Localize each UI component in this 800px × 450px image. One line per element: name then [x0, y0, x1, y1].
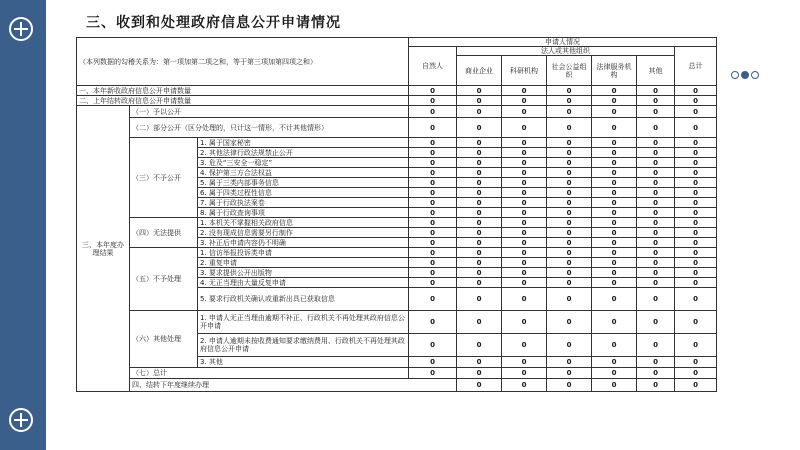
cell-value: 0	[457, 268, 502, 278]
cell-value: 0	[637, 368, 675, 379]
cell-value: 0	[675, 311, 717, 334]
page-title: 三、收到和处理政府信息公开申请情况	[86, 15, 341, 31]
cell-value: 0	[409, 357, 457, 368]
cell-value: 0	[592, 278, 637, 288]
cell-value: 0	[409, 188, 457, 198]
cell-value: 0	[547, 208, 592, 218]
cell-value: 0	[675, 228, 717, 238]
sidebar	[0, 0, 46, 450]
cell-value: 0	[409, 198, 457, 208]
cell-value: 0	[675, 334, 717, 357]
cell-value: 0	[502, 268, 547, 278]
dot-icon	[741, 71, 749, 79]
cell-value: 0	[592, 218, 637, 228]
cell-value: 0	[502, 208, 547, 218]
row-label: 一、本年新收政府信息公开申请数量	[77, 86, 409, 96]
cell-value: 0	[637, 96, 675, 106]
cell-value: 0	[502, 178, 547, 188]
cell-value: 0	[502, 118, 547, 138]
cell-value: 0	[637, 178, 675, 188]
cell-value: 0	[637, 198, 675, 208]
cell-value: 0	[547, 278, 592, 288]
cell-value: 0	[502, 86, 547, 96]
dot-icon	[731, 71, 739, 79]
cell-value: 0	[637, 218, 675, 228]
cell-value: 0	[675, 368, 717, 379]
cell-value: 0	[675, 218, 717, 228]
cell-value: 0	[409, 208, 457, 218]
cell-value: 0	[675, 357, 717, 368]
cell-value: 0	[675, 268, 717, 278]
cell-value: 0	[457, 118, 502, 138]
row-label: 8. 属于行政查询事项	[198, 208, 409, 218]
header-applicant: 申请人情况	[409, 38, 717, 47]
cell-value: 0	[502, 168, 547, 178]
cell-value: 0	[637, 106, 675, 118]
cell-value: 0	[457, 138, 502, 148]
cell-value: 0	[457, 368, 502, 379]
cell-value: 0	[502, 278, 547, 288]
pagination-dots	[731, 71, 761, 79]
cell-value: 0	[502, 148, 547, 158]
cell-value: 0	[592, 368, 637, 379]
cell-value: 0	[457, 198, 502, 208]
cell-value: 0	[547, 238, 592, 248]
header-legal: 法人或其他组织	[457, 47, 675, 56]
cell-value: 0	[502, 228, 547, 238]
row-label: 四、结转下年度继续办理	[130, 379, 457, 392]
cell-value: 0	[457, 228, 502, 238]
header-note: （本列数据的勾稽关系为：第一项加第二项之和，等于第三项加第四项之和）	[77, 38, 409, 86]
cell-value: 0	[409, 148, 457, 158]
cell-value: 0	[502, 238, 547, 248]
cell-value: 0	[637, 228, 675, 238]
cell-value: 0	[675, 198, 717, 208]
header-research: 科研机构	[502, 56, 547, 86]
row-label: 二、上年结转政府信息公开申请数量	[77, 96, 409, 106]
cell-value: 0	[675, 148, 717, 158]
cell-value: 0	[457, 178, 502, 188]
cell-value: 0	[675, 86, 717, 96]
cell-value: 0	[675, 188, 717, 198]
report-table	[76, 37, 717, 392]
cell-value: 0	[637, 311, 675, 334]
cell-value: 0	[675, 168, 717, 178]
cell-value: 0	[409, 228, 457, 238]
cell-value: 0	[547, 268, 592, 278]
cell-value: 0	[637, 357, 675, 368]
cell-value: 0	[637, 248, 675, 258]
cell-value: 0	[592, 168, 637, 178]
row-label: 1. 信访举报投诉类申请	[198, 248, 409, 258]
cell-value: 0	[675, 178, 717, 188]
cell-value: 0	[502, 218, 547, 228]
header-total: 总计	[675, 47, 717, 86]
cell-value: 0	[547, 86, 592, 96]
cell-value: 0	[502, 106, 547, 118]
row-label: 5. 要求行政机关确认或重新出具已获取信息	[198, 288, 409, 311]
cell-value: 0	[675, 288, 717, 311]
cell-value: 0	[637, 158, 675, 168]
cell-value: 0	[547, 106, 592, 118]
cell-value: 0	[637, 288, 675, 311]
cell-value: 0	[409, 288, 457, 311]
cell-value: 0	[547, 311, 592, 334]
cell-value: 0	[592, 86, 637, 96]
cell-value: 0	[502, 311, 547, 334]
cell-value: 0	[675, 158, 717, 168]
row-label: 2. 申请人逾期未按收费通知要求缴纳费用、行政机关不再处理其政府信息公开申请	[198, 334, 409, 357]
row-label: 4. 保护第三方合法权益	[198, 168, 409, 178]
row-label: （一）予以公开	[130, 106, 409, 118]
cell-value: 0	[502, 334, 547, 357]
cell-value: 0	[675, 379, 717, 392]
cell-value: 0	[457, 278, 502, 288]
cell-value: 0	[457, 334, 502, 357]
cell-value: 0	[409, 168, 457, 178]
cell-value: 0	[457, 158, 502, 168]
cell-value: 0	[409, 368, 457, 379]
cell-value: 0	[547, 96, 592, 106]
cell-value: 0	[637, 379, 675, 392]
cell-value: 0	[409, 118, 457, 138]
cell-value: 0	[409, 311, 457, 334]
cell-value: 0	[675, 278, 717, 288]
row-label: 5. 属于三类内部事务信息	[198, 178, 409, 188]
cell-value: 0	[637, 168, 675, 178]
cell-value: 0	[457, 311, 502, 334]
cell-value: 0	[547, 198, 592, 208]
cell-value: 0	[502, 368, 547, 379]
cell-value: 0	[502, 248, 547, 258]
cell-value: 0	[457, 96, 502, 106]
cell-value: 0	[592, 258, 637, 268]
cell-value: 0	[547, 228, 592, 238]
cell-value: 0	[457, 208, 502, 218]
cell-value: 0	[675, 238, 717, 248]
cell-value: 0	[409, 278, 457, 288]
header-natural: 自然人	[409, 47, 457, 86]
cell-value: 0	[547, 158, 592, 168]
cell-value: 0	[547, 357, 592, 368]
row-label: 7. 属于行政执法案卷	[198, 198, 409, 208]
cell-value: 0	[409, 238, 457, 248]
cell-value: 0	[637, 268, 675, 278]
header-law: 法律服务机构	[592, 56, 637, 86]
cell-value: 0	[409, 258, 457, 268]
cell-value: 0	[547, 334, 592, 357]
cell-value: 0	[592, 148, 637, 158]
cell-value: 0	[592, 138, 637, 148]
cell-value: 0	[592, 288, 637, 311]
cell-value: 0	[592, 158, 637, 168]
crosshair-icon	[9, 408, 33, 432]
cell-value: 0	[457, 357, 502, 368]
row-label: 2. 重复申请	[198, 258, 409, 268]
cell-value: 0	[637, 258, 675, 268]
cell-value: 0	[675, 118, 717, 138]
row-label: 3. 危及“三安全一稳定”	[198, 158, 409, 168]
cell-value: 0	[409, 86, 457, 96]
cell-value: 0	[409, 218, 457, 228]
cell-value: 0	[502, 158, 547, 168]
group-label: 三、本年度办理结果	[77, 106, 130, 392]
cell-value: 0	[592, 198, 637, 208]
cell-value: 0	[547, 118, 592, 138]
cell-value: 0	[409, 268, 457, 278]
row-label: 1. 属于国家秘密	[198, 138, 409, 148]
cell-value: 0	[547, 148, 592, 158]
cell-value: 0	[547, 168, 592, 178]
cell-value: 0	[592, 238, 637, 248]
dot-icon	[751, 71, 759, 79]
cell-value: 0	[457, 168, 502, 178]
cell-value: 0	[592, 188, 637, 198]
cell-value: 0	[592, 118, 637, 138]
subgroup-label: （三）不予公开	[130, 138, 198, 218]
subgroup-label: （四）无法提供	[130, 218, 198, 248]
row-label: （二）部分公开（区分处理的，只计这一情形，不计其他情形）	[130, 118, 409, 138]
cell-value: 0	[409, 248, 457, 258]
cell-value: 0	[675, 106, 717, 118]
cell-value: 0	[409, 138, 457, 148]
cell-value: 0	[637, 148, 675, 158]
cell-value: 0	[637, 238, 675, 248]
cell-value: 0	[592, 268, 637, 278]
cell-value: 0	[675, 248, 717, 258]
header-social: 社会公益组织	[547, 56, 592, 86]
cell-value: 0	[675, 96, 717, 106]
cell-value: 0	[457, 86, 502, 96]
cell-value: 0	[457, 379, 502, 392]
cell-value: 0	[675, 258, 717, 268]
cell-value: 0	[637, 188, 675, 198]
cell-value: 0	[547, 368, 592, 379]
row-label: （七）总计	[130, 368, 409, 379]
header-commercial: 商业企业	[457, 56, 502, 86]
cell-value: 0	[592, 379, 637, 392]
cell-value: 0	[547, 248, 592, 258]
row-label: 3. 要求提供公开出版物	[198, 268, 409, 278]
cell-value: 0	[592, 334, 637, 357]
cell-value: 0	[547, 188, 592, 198]
subgroup-label: （五）不予处理	[130, 248, 198, 311]
cell-value: 0	[457, 188, 502, 198]
cell-value: 0	[502, 258, 547, 268]
row-label: 6. 属于四类过程性信息	[198, 188, 409, 198]
cell-value: 0	[637, 208, 675, 218]
cell-value: 0	[592, 106, 637, 118]
cell-value: 0	[637, 278, 675, 288]
cell-value: 0	[502, 379, 547, 392]
cell-value: 0	[675, 208, 717, 218]
cell-value: 0	[457, 218, 502, 228]
cell-value: 0	[592, 248, 637, 258]
cell-value: 0	[547, 218, 592, 228]
header-other: 其他	[637, 56, 675, 86]
cell-value: 0	[637, 334, 675, 357]
row-label: 2. 其他法律行政法规禁止公开	[198, 148, 409, 158]
cell-value: 0	[502, 288, 547, 311]
cell-value: 0	[502, 138, 547, 148]
row-label: 3. 补正后申请内容仍不明确	[198, 238, 409, 248]
row-label: 4. 无正当理由大量反复申请	[198, 278, 409, 288]
cell-value: 0	[457, 148, 502, 158]
cell-value: 0	[592, 357, 637, 368]
cell-value: 0	[592, 208, 637, 218]
cell-value: 0	[592, 96, 637, 106]
cell-value: 0	[457, 248, 502, 258]
cell-value: 0	[502, 188, 547, 198]
cell-value: 0	[592, 178, 637, 188]
subgroup-label: （六）其他处理	[130, 311, 198, 368]
cell-value: 0	[592, 228, 637, 238]
row-label: 1. 申请人无正当理由逾期不补正、行政机关不再处理其政府信息公开申请	[198, 311, 409, 334]
cell-value: 0	[457, 288, 502, 311]
cell-value: 0	[547, 379, 592, 392]
cell-value: 0	[409, 334, 457, 357]
cell-value: 0	[457, 258, 502, 268]
row-label: 2. 没有现成信息需要另行制作	[198, 228, 409, 238]
cell-value: 0	[502, 96, 547, 106]
cell-value: 0	[502, 357, 547, 368]
cell-value: 0	[592, 311, 637, 334]
cell-value: 0	[457, 106, 502, 118]
row-label: 1. 本机关不掌握相关政府信息	[198, 218, 409, 228]
row-label: 3. 其他	[198, 357, 409, 368]
cell-value: 0	[637, 86, 675, 96]
cell-value: 0	[547, 138, 592, 148]
cell-value: 0	[409, 178, 457, 188]
crosshair-icon	[9, 17, 33, 41]
cell-value: 0	[675, 138, 717, 148]
cell-value: 0	[409, 158, 457, 168]
cell-value: 0	[637, 138, 675, 148]
cell-value: 0	[547, 288, 592, 311]
cell-value: 0	[457, 238, 502, 248]
cell-value: 0	[547, 258, 592, 268]
cell-value: 0	[409, 106, 457, 118]
cell-value: 0	[502, 198, 547, 208]
cell-value: 0	[547, 178, 592, 188]
cell-value: 0	[409, 96, 457, 106]
cell-value: 0	[637, 118, 675, 138]
